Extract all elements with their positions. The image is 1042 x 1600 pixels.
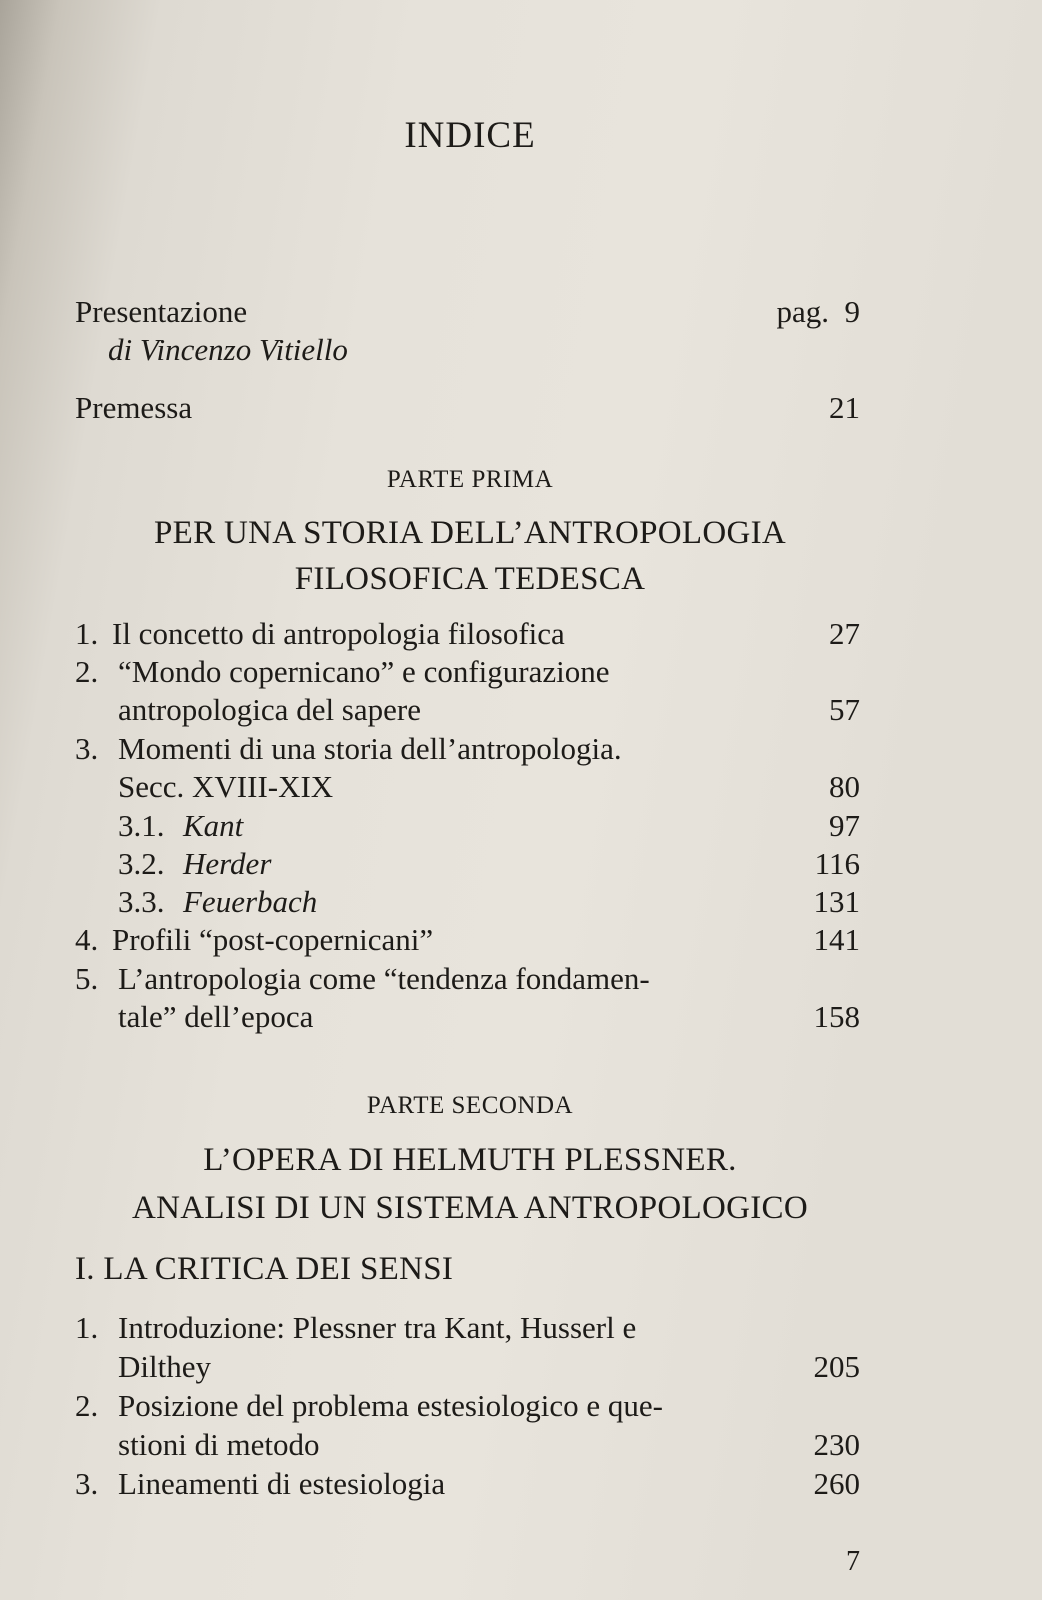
part-two-heading-line-2: ANALISI DI UN SISTEMA ANTROPOLOGICO [131, 1190, 808, 1226]
entry-presentazione-page [776, 294, 860, 330]
entry-presentazione: Presentazione [75, 294, 248, 329]
toc-subentry-text: Feuerbach [183, 884, 318, 919]
toc-entry-text: Profili “post-copernicani” [112, 922, 434, 957]
part-one-label: PARTE PRIMA [386, 466, 554, 493]
part-two-label: PARTE SECONDA [366, 1092, 574, 1119]
toc-entry-text: Lineamenti di estesiologia [118, 1466, 446, 1501]
entry-premessa-page: 21 [829, 390, 860, 425]
toc-entry-text: Posizione del problema estesiologico e que- [118, 1388, 663, 1423]
toc-subentry-number: 3.1. [118, 808, 165, 843]
toc-entry-page: 97 [829, 808, 860, 843]
toc-subentry-number: 3.3. [118, 884, 165, 919]
toc-entry-page: 141 [813, 922, 860, 957]
toc-entry-number: 2. [75, 1388, 99, 1423]
toc-entry-text: Dilthey [118, 1349, 211, 1384]
toc-entry-number: 1. [75, 616, 99, 651]
toc-entry-page: 80 [829, 769, 860, 804]
toc-entry-text: Secc. XVIII-XIX [118, 769, 334, 804]
toc-subentry-number: 3.2. [118, 846, 165, 881]
toc-subentry-text: Herder [183, 846, 272, 881]
toc-entry-number: 2. [75, 654, 99, 689]
toc-entry-page: 57 [829, 692, 860, 727]
toc-entry-number: 1. [75, 1310, 99, 1345]
toc-entry-page: 158 [813, 999, 860, 1034]
entry-premessa: Premessa [75, 390, 193, 425]
toc-entry-text: L’antropologia come “tendenza fondamen- [118, 961, 650, 996]
page-prefix: pag. [776, 294, 829, 329]
toc-entry-text: Introduzione: Plessner tra Kant, Husserl e [118, 1310, 637, 1345]
toc-entry-page: 131 [813, 884, 860, 919]
toc-entry-page: 230 [813, 1427, 860, 1462]
toc-entry-number: 5. [75, 961, 99, 996]
chapter-heading: I. LA CRITICA DEI SENSI [75, 1251, 454, 1287]
part-two-heading-line-1: L’OPERA DI HELMUTH PLESSNER. [203, 1142, 737, 1178]
page-number: 9 [844, 294, 860, 329]
toc-entry-page: 27 [829, 616, 860, 651]
entry-author: di Vincenzo Vitiello [108, 332, 348, 367]
part-one-heading-line-1: PER UNA STORIA DELL’ANTROPOLOGIA [153, 515, 787, 551]
toc-entry-text: stioni di metodo [118, 1427, 320, 1462]
toc-entry-text: antropologica del sapere [118, 692, 421, 727]
toc-entry-text: Momenti di una storia dell’antropologia. [118, 731, 622, 766]
toc-entry-number: 4. [75, 922, 99, 957]
part-one-heading-line-2: FILOSOFICA TEDESCA [294, 561, 646, 597]
toc-entry-number: 3. [75, 1466, 99, 1501]
toc-entry-text: Il concetto di antropologia filosofica [112, 616, 565, 651]
toc-entry-number: 3. [75, 731, 99, 766]
toc-entry-text: “Mondo copernicano” e configurazione [118, 654, 610, 689]
toc-entry-text: tale” dell’epoca [118, 999, 314, 1034]
toc-entry-page: 205 [813, 1349, 860, 1384]
toc-entry-page: 116 [814, 846, 860, 881]
toc-subentry-text: Kant [183, 808, 244, 843]
toc-entry-page: 260 [813, 1466, 860, 1501]
page-title: INDICE [404, 115, 536, 156]
page-folio: 7 [846, 1546, 860, 1577]
